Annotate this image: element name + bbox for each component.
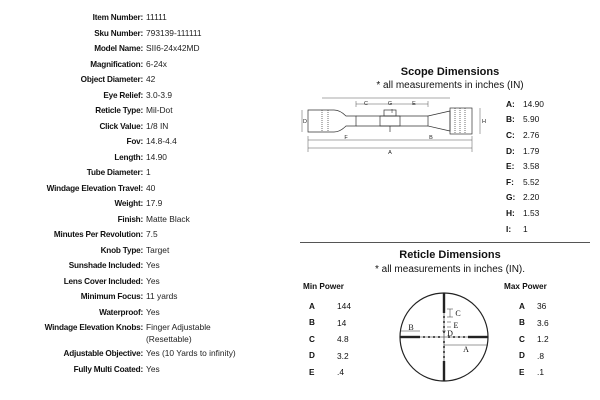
- spec-value: [146, 88, 172, 104]
- scope-dimension-row: [506, 96, 596, 112]
- reticle-label-b: B: [408, 323, 414, 332]
- dimension-letter: B:: [506, 114, 515, 125]
- spec-value: [146, 119, 168, 135]
- spec-value-text: Finger Adjustable: [146, 322, 211, 332]
- spec-value: [146, 72, 155, 88]
- power-letter: D: [309, 351, 315, 361]
- spec-label: Reticle Type:: [95, 106, 143, 115]
- spec-label: Tube Diameter:: [86, 168, 143, 177]
- scope-label-d: D: [303, 119, 307, 125]
- spec-value-text: 11 yards: [146, 291, 178, 301]
- spec-value: [146, 103, 173, 119]
- power-value: .1: [537, 367, 544, 378]
- dimension-letter: F:: [506, 176, 514, 187]
- power-letter: A: [519, 301, 525, 311]
- spec-row: [0, 196, 290, 212]
- power-value: 3.6: [537, 317, 549, 328]
- scope-dimensions-subtitle: * all measurements in inches (IN): [376, 80, 524, 91]
- spec-label: Click Value:: [99, 121, 143, 131]
- reticle-dimensions-title: Reticle Dimensions: [399, 249, 501, 261]
- spec-row: [0, 362, 290, 378]
- dimension-value: 2.76: [523, 129, 540, 140]
- dimension-value: 1.53: [523, 207, 540, 218]
- max-power-rows: [504, 298, 549, 381]
- scope-dimension-row: [506, 127, 596, 143]
- scope-dimension-row: [506, 143, 596, 159]
- spec-label: Sunshade Included:: [68, 261, 143, 270]
- spec-label: Fov:: [126, 137, 143, 146]
- min-power-row: [303, 348, 351, 365]
- max-power-heading: Max Power: [504, 282, 547, 291]
- reticle-label-e: E: [453, 321, 459, 330]
- spec-value-text: 11111: [146, 12, 167, 22]
- spec-value: [146, 196, 162, 212]
- spec-row: [0, 72, 290, 88]
- spec-value-text: Matte Black: [146, 213, 190, 224]
- power-value: 144: [337, 301, 351, 312]
- spec-value-text: Yes: [146, 260, 160, 270]
- power-value: 3.2: [337, 350, 349, 361]
- section-divider: [300, 242, 590, 243]
- scope-dimension-row: [506, 190, 596, 206]
- spec-label: Adjustable Objective:: [63, 349, 143, 358]
- dimension-value: 5.90: [523, 114, 540, 125]
- spec-row: [0, 258, 290, 274]
- reticle-label-c: C: [455, 309, 461, 318]
- spec-value: [146, 10, 167, 26]
- spec-value-text: 1: [146, 167, 151, 177]
- scope-dimension-row: [506, 205, 596, 221]
- spec-row: [0, 103, 290, 119]
- spec-value: [146, 181, 155, 197]
- spec-label: Waterproof:: [99, 307, 143, 317]
- spec-value: [146, 26, 202, 42]
- min-power-row: [303, 298, 351, 315]
- spec-value-text: Yes: [146, 275, 160, 286]
- scope-label-b: B: [429, 135, 433, 141]
- specifications-list: [0, 10, 290, 377]
- spec-row: [0, 320, 290, 346]
- reticle-diagram: [398, 291, 490, 383]
- max-power-row: [504, 315, 549, 332]
- spec-label: Length:: [114, 152, 143, 162]
- spec-label: Model Name:: [94, 44, 143, 53]
- power-value: .4: [337, 367, 344, 378]
- spec-value-text: 17.9: [146, 198, 163, 208]
- scope-dimension-row: [506, 112, 596, 128]
- spec-row: [0, 227, 290, 243]
- spec-row: [0, 26, 290, 42]
- min-power-heading: Min Power: [303, 282, 344, 291]
- min-power-row: [303, 364, 351, 381]
- spec-row: [0, 57, 290, 73]
- spec-value-text: 1/8 IN: [146, 120, 169, 131]
- max-power-row: [504, 364, 549, 381]
- dimension-value: 1.79: [523, 145, 540, 156]
- min-power-rows: [303, 298, 351, 381]
- power-letter: B: [519, 318, 525, 328]
- spec-row: [0, 88, 290, 104]
- max-power-row: [504, 348, 549, 365]
- spec-value-text: Yes: [146, 306, 160, 317]
- power-letter: C: [309, 334, 315, 344]
- spec-row: [0, 165, 290, 181]
- spec-label: Minimum Focus:: [80, 292, 143, 301]
- spec-label: Eye Relief:: [103, 90, 143, 100]
- spec-value-text: 3.0-3.9: [146, 89, 173, 100]
- power-letter: B: [309, 318, 315, 328]
- dimension-value: 1: [523, 223, 528, 234]
- spec-value: [146, 165, 151, 181]
- scope-label-h: H: [482, 119, 486, 125]
- spec-value: [146, 41, 200, 57]
- power-letter: E: [309, 367, 315, 377]
- spec-label: Minutes Per Revolution:: [53, 230, 143, 239]
- dimension-letter: I:: [506, 223, 512, 234]
- spec-row: [0, 119, 290, 135]
- reticle-label-a: A: [463, 345, 469, 354]
- power-letter: C: [519, 334, 525, 344]
- spec-value: [146, 57, 167, 73]
- spec-row: [0, 346, 290, 362]
- spec-value: [146, 212, 190, 228]
- spec-value-text: Mil-Dot: [146, 105, 173, 115]
- dimension-letter: H:: [506, 207, 515, 218]
- spec-label: Finish:: [117, 214, 143, 224]
- spec-value: [146, 346, 236, 362]
- max-power-row: [504, 298, 549, 315]
- spec-label: Knob Type:: [100, 245, 143, 255]
- spec-value-text: Target: [146, 244, 170, 255]
- power-letter: D: [519, 351, 525, 361]
- dimension-letter: E:: [506, 161, 515, 172]
- spec-value: [146, 289, 178, 305]
- spec-value: [146, 134, 177, 150]
- spec-value: [146, 150, 167, 166]
- spec-label: Windage Elevation Travel:: [46, 183, 143, 193]
- power-letter: A: [309, 301, 315, 311]
- spec-label: Sku Number:: [94, 28, 143, 38]
- dimension-value: 14.90: [523, 98, 544, 109]
- scope-label-e: E: [412, 101, 416, 107]
- scope-dimensions-title: Scope Dimensions: [400, 66, 500, 78]
- scope-dimension-diagram: [300, 92, 500, 156]
- spec-value-text: Yes: [146, 363, 160, 374]
- dimension-letter: G:: [506, 192, 516, 203]
- spec-value: [146, 362, 160, 378]
- scope-dimension-row: [506, 221, 596, 237]
- spec-value: [146, 274, 160, 290]
- power-value: 1.2: [537, 334, 549, 345]
- spec-value: [146, 305, 160, 321]
- min-power-row: [303, 315, 351, 332]
- spec-label: Item Number:: [92, 13, 143, 22]
- scope-dimension-row: [506, 174, 596, 190]
- spec-value-text: Yes (10 Yards to infinity): [146, 348, 236, 358]
- scope-label-a: A: [388, 150, 392, 156]
- power-value: 36: [537, 301, 547, 312]
- scope-label-i: I: [391, 109, 393, 115]
- spec-value: [146, 227, 158, 243]
- spec-row: [0, 243, 290, 259]
- min-power-row: [303, 331, 351, 348]
- spec-label: Weight:: [114, 199, 143, 208]
- spec-value-text: 7.5: [146, 229, 158, 239]
- max-power-row: [504, 331, 549, 348]
- spec-row: [0, 41, 290, 57]
- spec-row: [0, 181, 290, 197]
- spec-value: [146, 320, 211, 345]
- spec-row: [0, 212, 290, 228]
- spec-label: Fully Multi Coated:: [73, 364, 143, 374]
- spec-value: [146, 258, 160, 274]
- dimension-value: 2.20: [523, 192, 540, 203]
- spec-value-text: SII6-24x42MD: [146, 43, 200, 53]
- dimension-letter: D:: [506, 145, 515, 156]
- spec-value-text: 14.8-4.4: [146, 136, 177, 146]
- scope-label-c: C: [364, 101, 368, 107]
- spec-value-text: 42: [146, 74, 156, 84]
- power-value: .8: [537, 350, 544, 361]
- scope-dimension-row: [506, 158, 596, 174]
- spec-value-text: 6-24x: [146, 58, 167, 69]
- spec-value-text: 40: [146, 182, 156, 193]
- scope-label-f: F: [344, 135, 348, 141]
- spec-row: [0, 289, 290, 305]
- dimension-value: 5.52: [523, 176, 540, 187]
- dimension-value: 3.58: [523, 161, 540, 172]
- reticle-label-d: D: [447, 329, 453, 338]
- spec-value-text: 14.90: [146, 151, 167, 162]
- min-power-table: [303, 282, 351, 381]
- spec-row: [0, 305, 290, 321]
- spec-label: Object Diameter:: [80, 75, 143, 84]
- power-value: 14: [337, 317, 347, 328]
- spec-label: Lens Cover Included:: [63, 276, 143, 286]
- spec-row: [0, 10, 290, 26]
- dimension-letter: C:: [506, 129, 515, 140]
- scope-label-g: G: [387, 101, 393, 107]
- spec-label: Windage Elevation Knobs:: [44, 323, 143, 332]
- spec-row: [0, 274, 290, 290]
- spec-label: Magnification:: [90, 59, 143, 69]
- spec-value-text: 793139-111111: [146, 27, 202, 38]
- scope-dimension-values: [506, 96, 596, 236]
- spec-row: [0, 134, 290, 150]
- spec-value: [146, 243, 169, 259]
- power-value: 4.8: [337, 334, 349, 345]
- dimension-letter: A:: [506, 98, 515, 109]
- power-letter: E: [519, 367, 525, 377]
- reticle-dimensions-subtitle: * all measurements in inches (IN).: [374, 264, 526, 275]
- spec-value-text-line2: (Resettable): [146, 333, 192, 344]
- max-power-table: [504, 282, 549, 381]
- spec-row: [0, 150, 290, 166]
